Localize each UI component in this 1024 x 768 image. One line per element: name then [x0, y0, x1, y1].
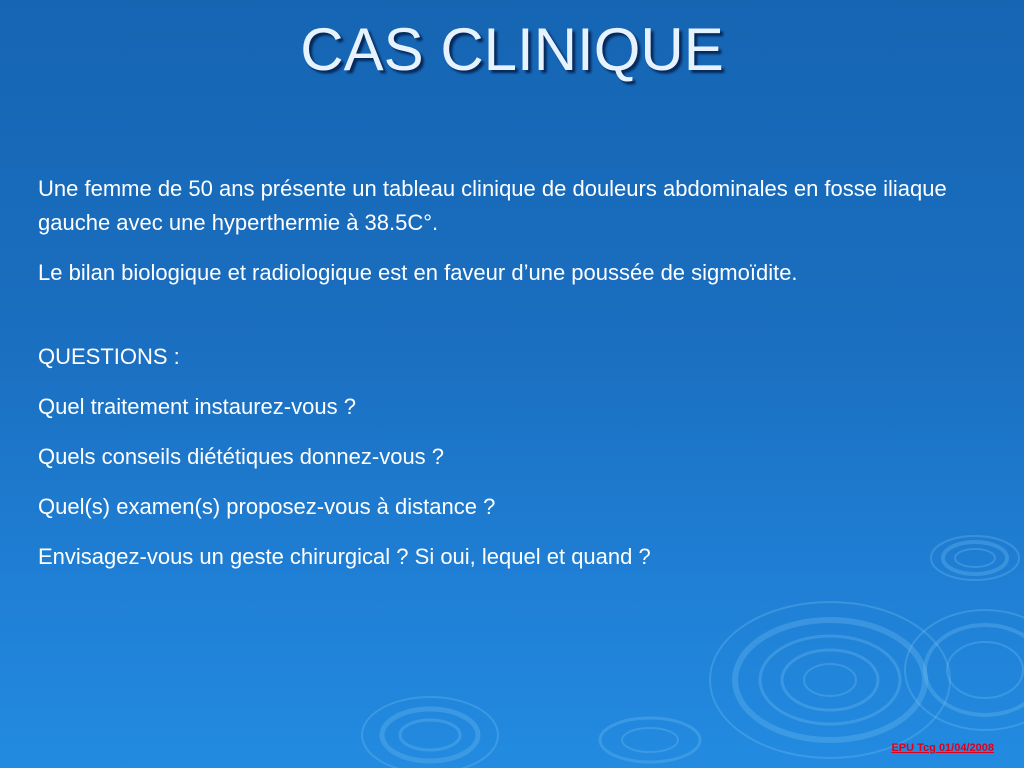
questions-heading: QUESTIONS :: [38, 344, 180, 369]
question-item: Envisagez-vous un geste chirurgical ? Si oui, lequel et quand ?: [38, 544, 651, 569]
footer-note: EPU Tcg 01/04/2008: [891, 742, 994, 754]
case-paragraph: Le bilan biologique et radiologique est en faveur d’une poussée de sigmoïdite.: [38, 260, 798, 285]
case-paragraph: Une femme de 50 ans présente un tableau clinique de douleurs abdominales en fosse iliaque gauche avec une hyperthermie à 38.5C°.: [38, 176, 947, 235]
question-item: Quels conseils diététiques donnez-vous ?: [38, 444, 445, 469]
question-item: Quel(s) examen(s) proposez-vous à distance ?: [38, 494, 496, 519]
question-item: Quel traitement instaurez-vous ?: [38, 394, 356, 419]
slide-body: [38, 172, 998, 590]
spacer: [38, 306, 998, 340]
slide-title: CAS CLINIQUE: [300, 16, 724, 83]
